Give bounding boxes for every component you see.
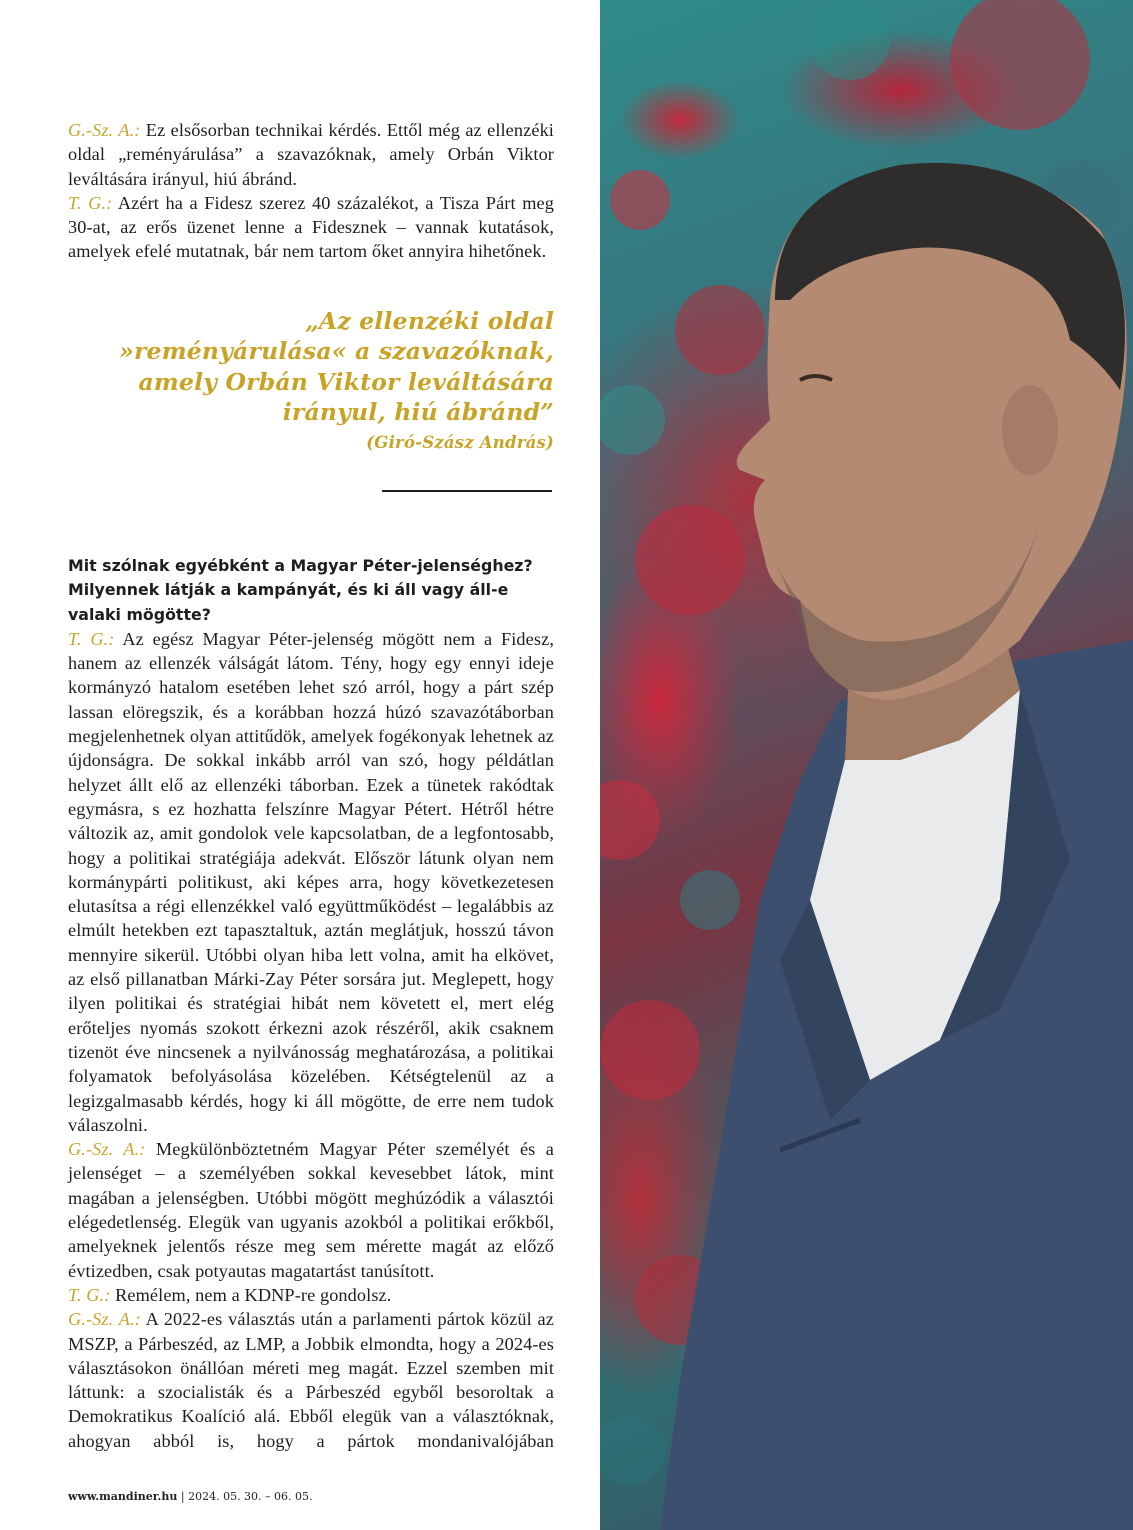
portrait-photo bbox=[600, 0, 1133, 1530]
paragraph-text: Az egész Magyar Péter-jelenség mögött nem a Fidesz, hanem az ellenzék válságát látom. Tény, hogy egy ennyi ideje kormányzó hatalom esetében lehet szó arról, hogy a párt szép lassan elöregszik, és a korábban hozzá húzó szavazótáborban megjelenhetnek olyan attitűdök, amelyek fogékonyak lehetnek az újdonságra. De sokkal inkább arról van szó, hogy példátlan helyzet állt elő az ellenzéki táborban. Ezek a tünetek rakódtak egymásra, s ez hozhatta felszínre Magyar Pétert. Hétről hétre változik az, amit gondolok vele kapcsolatban, de a legfontosabb, hogy a politikai stratégiája adekvát. Először látunk olyan nem kormánypárti politikust, aki képes arra, hogy következetesen elutasítsa a régi ellenzékkel való együttműködést – legalábbis az elmúlt hetekben ezt tapasztaltuk, aztán meglátjuk, hosszú távon mennyire sikerül. Utóbbi olyan hiba lett volna, amit ha elkövet, az első pillanatban Márki-Zay Péter sorsára jut. Meglepett, hogy ilyen politikai és stratégiai hibát nem követett el, mert elég erőteljes nyomás szokott érkezni azok részéről, akik csaknem tizenöt éve nincsenek a nyilvánosság meghatározása, a politikai folyamatok befolyásolása közelében. Kétségtelenül az a legizgalmasabb kérdés, hogy ki áll mögötte, de erre nem tudok válaszolni. bbox=[68, 628, 554, 1135]
speaker-label: G.-Sz. A.: bbox=[68, 1309, 141, 1330]
footer-site: www.mandiner.hu bbox=[68, 1490, 178, 1503]
speaker-label: T. G.: bbox=[68, 192, 113, 213]
article-intro bbox=[68, 118, 554, 456]
paragraph-text: Megkülönböztetném Magyar Péter személyét és a jelenséget – a személyében sokkal kevesebbet látok, mint magában a jelenségben. Utóbbi mögött meghúzódik a választói elégedetlenség. Elegük van ugyanis azokból a politikai erőkből, amelyeknek jelentős része meg sem mérette magát az előző évtizedben, csak potyautas magatartást tanúsított. bbox=[68, 1139, 554, 1281]
footer-dates: 2024. 05. 30. – 06. 05. bbox=[188, 1490, 313, 1503]
speaker-label: T. G.: bbox=[68, 628, 115, 649]
paragraph-text: Azért ha a Fidesz szerez 40 százalékot, a Tisza Párt meg 30-at, az erős üzenet lenne a Fidesznek – vannak kutatások, amelyek efelé mutatnak, bár nem tartom őket annyira hihetőnek. bbox=[68, 192, 554, 262]
paragraph-text: Remélem, nem a KDNP-re gondolsz. bbox=[110, 1284, 392, 1305]
paragraph bbox=[68, 1283, 554, 1307]
pull-quote-line: irányul, hiú ábránd” bbox=[282, 398, 554, 427]
paragraph bbox=[68, 627, 554, 1137]
page-footer bbox=[68, 1490, 313, 1503]
divider bbox=[382, 490, 552, 492]
paragraph-text: Ez elsősorban technikai kérdés. Ettől még az ellenzéki oldal „reményárulása” a szavazóknak, amely Orbán Viktor leváltására irányul, hiú ábránd. bbox=[68, 120, 554, 189]
paragraph-text: A 2022-es választás után a parlamenti pártok közül az MSZP, a Párbeszéd, az LMP, a Jobbik elmondta, hogy a 2024-es választásokon önállóan méreti meg magát. Ezzel szemben mit láttunk: a szocialisták és a Párbeszéd egyből besoroltak a Demokratikus Koalíció alá. Ebből elegük van a választóknak, ahogyan abból is, hogy a pártok mondanivalójában bbox=[68, 1309, 554, 1451]
portrait-photo-icon bbox=[600, 0, 1133, 1530]
pull-quote bbox=[68, 306, 554, 456]
paragraph bbox=[68, 191, 554, 264]
ear-shape bbox=[1002, 385, 1058, 475]
interview-question: Mit szólnak egyébként a Magyar Péter-jelenséghez? Milyennek látják a kampányát, és ki áll vagy áll-e valaki mögötte? bbox=[68, 556, 533, 624]
pull-quote-line: amely Orbán Viktor leváltására bbox=[138, 367, 554, 396]
speaker-label: G.-Sz. A.: bbox=[68, 120, 141, 140]
speaker-label: G.-Sz. A.: bbox=[68, 1139, 146, 1160]
pull-quote-attribution: (Giró-Szász András) bbox=[366, 432, 554, 452]
pull-quote-line: „Az ellenzéki oldal bbox=[305, 306, 554, 335]
article-body bbox=[68, 554, 554, 1453]
paragraph bbox=[68, 1307, 554, 1453]
paragraph bbox=[68, 1137, 554, 1283]
speaker-label: T. G.: bbox=[68, 1284, 111, 1305]
pull-quote-line: »reményárulása« a szavazóknak, bbox=[119, 337, 554, 366]
paragraph bbox=[68, 118, 554, 191]
footer-separator: | bbox=[177, 1490, 189, 1503]
